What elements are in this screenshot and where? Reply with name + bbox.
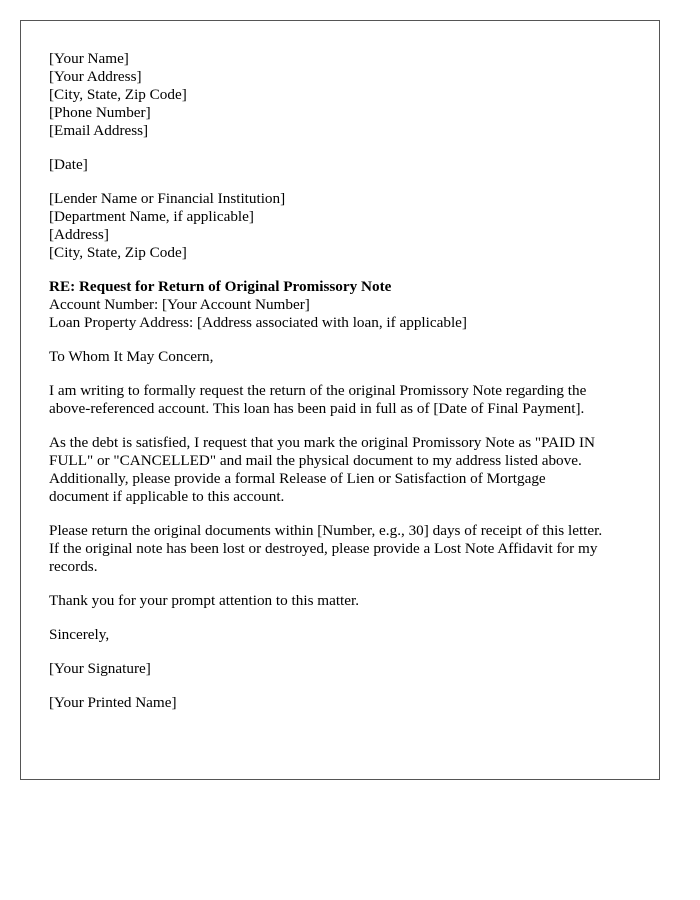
sender-block bbox=[49, 50, 639, 140]
body-line: Thank you for your prompt attention to this matter. bbox=[49, 592, 360, 609]
signature-block bbox=[49, 660, 639, 678]
printed-name-placeholder: [Your Printed Name] bbox=[49, 694, 177, 711]
body-paragraph-1 bbox=[49, 382, 639, 418]
recipient-department: [Department Name, if applicable] bbox=[49, 208, 254, 225]
recipient-address: [Address] bbox=[49, 226, 109, 243]
letter-content bbox=[49, 50, 639, 728]
printed-name-block bbox=[49, 694, 639, 712]
letter-date: [Date] bbox=[49, 156, 88, 173]
sender-address: [Your Address] bbox=[49, 68, 142, 85]
body-line: As the debt is satisfied, I request that you mark the original Promissory Note as "PAID IN bbox=[49, 434, 595, 451]
sender-email: [Email Address] bbox=[49, 122, 149, 139]
closing-sincerely-block bbox=[49, 626, 639, 644]
body-paragraph-3 bbox=[49, 522, 639, 576]
subject-re-line: RE: Request for Return of Original Promissory Note bbox=[49, 278, 392, 295]
date-block bbox=[49, 156, 639, 174]
body-line: records. bbox=[49, 558, 98, 575]
sender-phone: [Phone Number] bbox=[49, 104, 151, 121]
sender-name: [Your Name] bbox=[49, 50, 129, 67]
body-line: document if applicable to this account. bbox=[49, 488, 285, 505]
recipient-lender: [Lender Name or Financial Institution] bbox=[49, 190, 286, 207]
body-line: FULL" or "CANCELLED" and mail the physical document to my address listed above. bbox=[49, 452, 582, 469]
letter-page bbox=[20, 20, 660, 780]
body-paragraph-2 bbox=[49, 434, 639, 506]
salutation: To Whom It May Concern, bbox=[49, 348, 214, 365]
account-number-line: Account Number: [Your Account Number] bbox=[49, 296, 310, 313]
signature-placeholder: [Your Signature] bbox=[49, 660, 151, 677]
recipient-city-state-zip: [City, State, Zip Code] bbox=[49, 244, 187, 261]
loan-property-address-line: Loan Property Address: [Address associated with loan, if applicable] bbox=[49, 314, 467, 331]
sender-city-state-zip: [City, State, Zip Code] bbox=[49, 86, 187, 103]
salutation-block bbox=[49, 348, 639, 366]
body-line: Additionally, please provide a formal Release of Lien or Satisfaction of Mortgage bbox=[49, 470, 546, 487]
closing-sincerely: Sincerely, bbox=[49, 626, 110, 643]
body-line: If the original note has been lost or destroyed, please provide a Lost Note Affidavit for my bbox=[49, 540, 598, 557]
body-paragraph-4 bbox=[49, 592, 639, 610]
body-line: above-referenced account. This loan has been paid in full as of [Date of Final Payment]. bbox=[49, 400, 585, 417]
recipient-block bbox=[49, 190, 639, 262]
subject-block bbox=[49, 278, 639, 332]
body-line: I am writing to formally request the return of the original Promissory Note regarding the bbox=[49, 382, 587, 399]
body-line: Please return the original documents within [Number, e.g., 30] days of receipt of this letter. bbox=[49, 522, 603, 539]
